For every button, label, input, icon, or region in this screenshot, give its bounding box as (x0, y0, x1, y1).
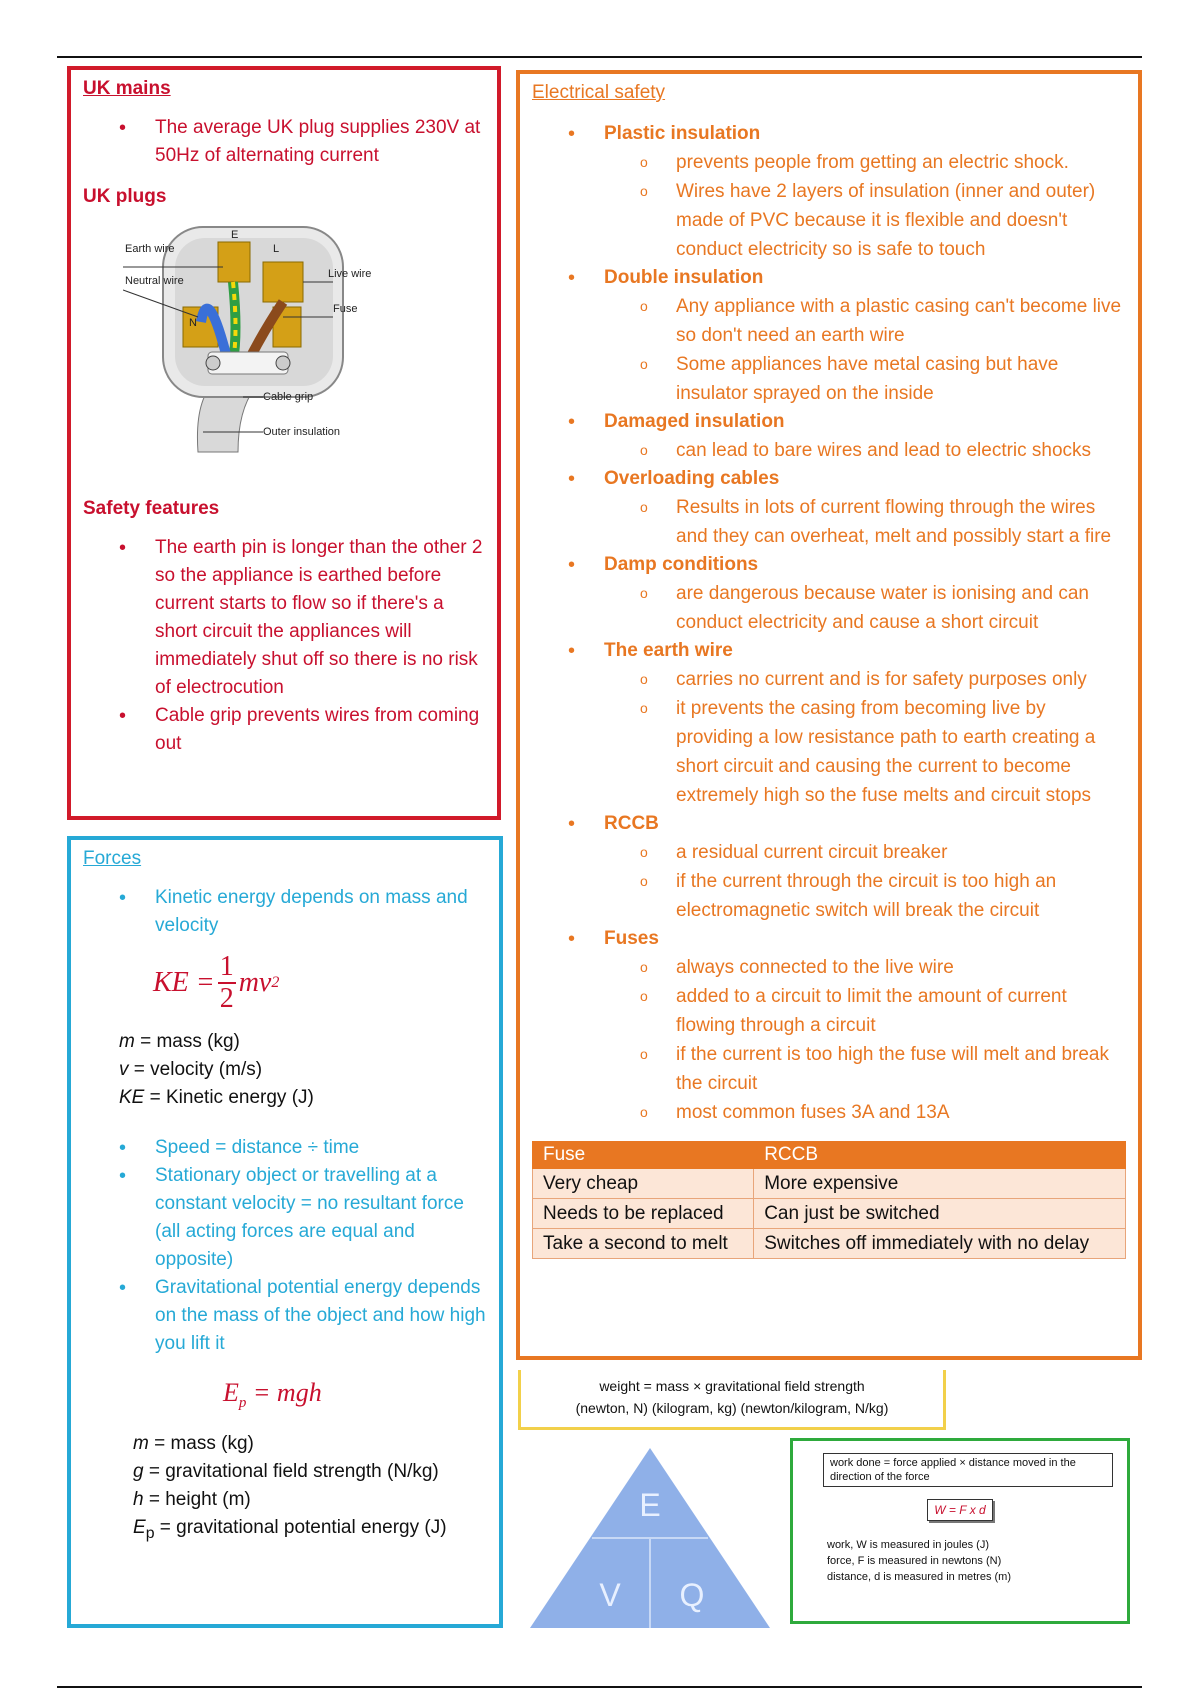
definition-row: v = velocity (m/s) (119, 1059, 263, 1080)
uk-mains-list (83, 114, 485, 170)
safety-section (532, 120, 1126, 264)
list-item: • Cable grip prevents wires from coming out (83, 702, 485, 758)
table-row (533, 1169, 1126, 1199)
uk-mains-title: UK mains (83, 78, 171, 99)
list-item: o carries no current and is for safety purposes only (604, 665, 1126, 694)
ke-fraction (218, 952, 236, 1014)
safety-section-heading: • Overloading cables (604, 468, 780, 489)
forces-box (67, 836, 503, 1628)
table-cell: Switches off immediately with no delay (754, 1229, 1126, 1259)
triangle-right-label: Q (679, 1577, 705, 1613)
safety-section-items (532, 436, 1126, 465)
ke-exponent: 2 (271, 974, 280, 991)
safety-section-heading: • Damp conditions (604, 554, 759, 575)
list-item: • Stationary object or travelling at a constant velocity = no resultant force (all acting forces are equal and opposite) (83, 1162, 487, 1274)
fuse-rccb-table (532, 1141, 1126, 1259)
uk-plug-diagram (123, 222, 383, 472)
list-item: o most common fuses 3A and 13A (604, 1098, 1126, 1127)
evq-triangle (530, 1448, 770, 1648)
safety-section-items (532, 953, 1126, 1127)
ke-rhs: mv (238, 967, 272, 998)
definition-row: $E_p$ = gravitational potential energy (J) (133, 1517, 447, 1542)
weight-equation-box (518, 1370, 946, 1430)
forces-title: Forces (83, 848, 142, 869)
ke-numerator: 1 (219, 951, 234, 982)
list-item: o if the current is too high the fuse will melt and break the circuit (604, 1040, 1126, 1098)
list-item: • The average UK plug supplies 230V at 50Hz of alternating current (83, 114, 485, 170)
forces-list-2 (83, 1134, 487, 1358)
gpe-definitions (133, 1430, 487, 1548)
table-header-rccb: RCCB (754, 1142, 1126, 1169)
fuse-rccb-table-wrap (532, 1141, 1126, 1259)
table-cell: More expensive (754, 1169, 1126, 1199)
work-done-statement: work done = force applied × distance moved in the direction of the force (823, 1453, 1113, 1487)
table-header-fuse: Fuse (533, 1142, 754, 1169)
safety-section-heading: • Fuses (604, 928, 659, 949)
definition-row: m = mass (kg) (119, 1031, 240, 1052)
safety-section (532, 637, 1126, 810)
list-item: • The earth pin is longer than the other 2 so the appliance is earthed before current starts to flow so if there's a short circuit the appliances will immediately shut off so there is no risk of electrocution (83, 534, 485, 702)
definition-row: KE = Kinetic energy (J) (119, 1087, 314, 1108)
weight-equation: weight = mass × gravitational field strength (599, 1378, 865, 1394)
safety-section (532, 551, 1126, 637)
earth-terminal-label: E (231, 229, 239, 241)
list-item: o can lead to bare wires and lead to electric shocks (604, 436, 1126, 465)
triangle-top-label: E (639, 1487, 661, 1523)
safety-section-items (532, 292, 1126, 408)
safety-section (532, 264, 1126, 408)
uk-plugs-title: UK plugs (83, 186, 167, 207)
table-row (533, 1229, 1126, 1259)
list-item: o Results in lots of current flowing through the wires and they can overheat, melt and possibly start a fire (604, 493, 1126, 551)
safety-section-heading: • Double insulation (604, 267, 764, 288)
outer-insulation-label: Outer insulation (263, 426, 341, 438)
list-item: o always connected to the live wire (604, 953, 1126, 982)
list-item: o if the current through the circuit is too high an electromagnetic switch will break the circuit (604, 867, 1126, 925)
electrical-safety-title: Electrical safety (532, 82, 666, 103)
work-formula: W = F x d (927, 1499, 993, 1521)
electrical-safety-list (532, 120, 1126, 1127)
neutral-terminal-label: N (189, 317, 197, 329)
safety-section-items (532, 838, 1126, 925)
weight-units: (newton, N) (kilogram, kg) (newton/kilogram, N/kg) (575, 1400, 889, 1416)
ke-denominator: 2 (219, 983, 234, 1014)
table-cell: Very cheap (533, 1169, 754, 1199)
list-item: o it prevents the casing from becoming live by providing a low resistance path to earth creating a short circuit and causing the current to become extremely high so the fuse melts and circuit stops (604, 694, 1126, 810)
list-item: o are dangerous because water is ionising and can conduct electricity and cause a short circuit (604, 579, 1126, 637)
work-done-box (790, 1438, 1130, 1624)
safety-section (532, 465, 1126, 551)
safety-section-heading: • RCCB (604, 813, 659, 834)
safety-section-heading: • Plastic insulation (604, 123, 761, 144)
list-item: o Any appliance with a plastic casing can't become live so don't need an earth wire (604, 292, 1126, 350)
safety-section-items (532, 493, 1126, 551)
work-note: distance, d is measured in metres (m) (827, 1571, 1012, 1583)
earth-wire-label: Earth wire (125, 243, 175, 255)
safety-section-heading: • Damaged insulation (604, 411, 785, 432)
definition-row: m = mass (kg) (133, 1433, 254, 1455)
kinetic-energy-formula (153, 952, 487, 1014)
safety-section (532, 925, 1126, 1127)
safety-section-heading: • The earth wire (604, 640, 733, 661)
work-note: work, W is measured in joules (J) (827, 1539, 989, 1551)
ke-lhs: KE = (153, 967, 215, 998)
table-header-row (533, 1142, 1126, 1169)
list-item: • Kinetic energy depends on mass and velocity (83, 884, 487, 940)
safety-section (532, 408, 1126, 465)
fuse-label: Fuse (333, 303, 358, 315)
list-item: o prevents people from getting an electric shock. (604, 148, 1126, 177)
forces-list-1 (83, 884, 487, 940)
triangle-left-label: V (599, 1577, 621, 1613)
uk-mains-box (67, 66, 501, 820)
electrical-safety-box (516, 70, 1142, 1360)
work-notes (827, 1537, 1113, 1585)
neutral-wire-label: Neutral wire (125, 275, 184, 287)
gpe-formula: $E_p$ = mgh (223, 1378, 322, 1412)
table-cell: Can just be switched (754, 1199, 1126, 1229)
safety-section-items (532, 579, 1126, 637)
definition-row: g = gravitational field strength (N/kg) (133, 1461, 439, 1483)
safety-section (532, 810, 1126, 925)
table-cell: Take a second to melt (533, 1229, 754, 1259)
ke-definitions (119, 1028, 487, 1112)
list-item: o a residual current circuit breaker (604, 838, 1126, 867)
list-item: o added to a circuit to limit the amount of current flowing through a circuit (604, 982, 1126, 1040)
list-item: o Wires have 2 layers of insulation (inner and outer) made of PVC because it is flexible and doesn't conduct electricity so is safe to touch (604, 177, 1126, 264)
list-item: • Gravitational potential energy depends on the mass of the object and how high you lift it (83, 1274, 487, 1358)
cable-grip-label: Cable grip (263, 391, 314, 403)
list-item: o Some appliances have metal casing but have insulator sprayed on the inside (604, 350, 1126, 408)
work-note: force, F is measured in newtons (N) (827, 1555, 1002, 1567)
safety-features-title: Safety features (83, 498, 220, 519)
live-terminal-label: L (273, 243, 280, 255)
table-cell: Needs to be replaced (533, 1199, 754, 1229)
top-rule (57, 56, 1142, 58)
list-item: • Speed = distance ÷ time (83, 1134, 487, 1162)
safety-section-items (532, 148, 1126, 264)
table-row (533, 1199, 1126, 1229)
definition-row: h = height (m) (133, 1489, 251, 1511)
safety-features-list (83, 534, 485, 758)
live-wire-label: Live wire (328, 268, 372, 280)
bottom-rule (57, 1686, 1142, 1688)
safety-section-items (532, 665, 1126, 810)
